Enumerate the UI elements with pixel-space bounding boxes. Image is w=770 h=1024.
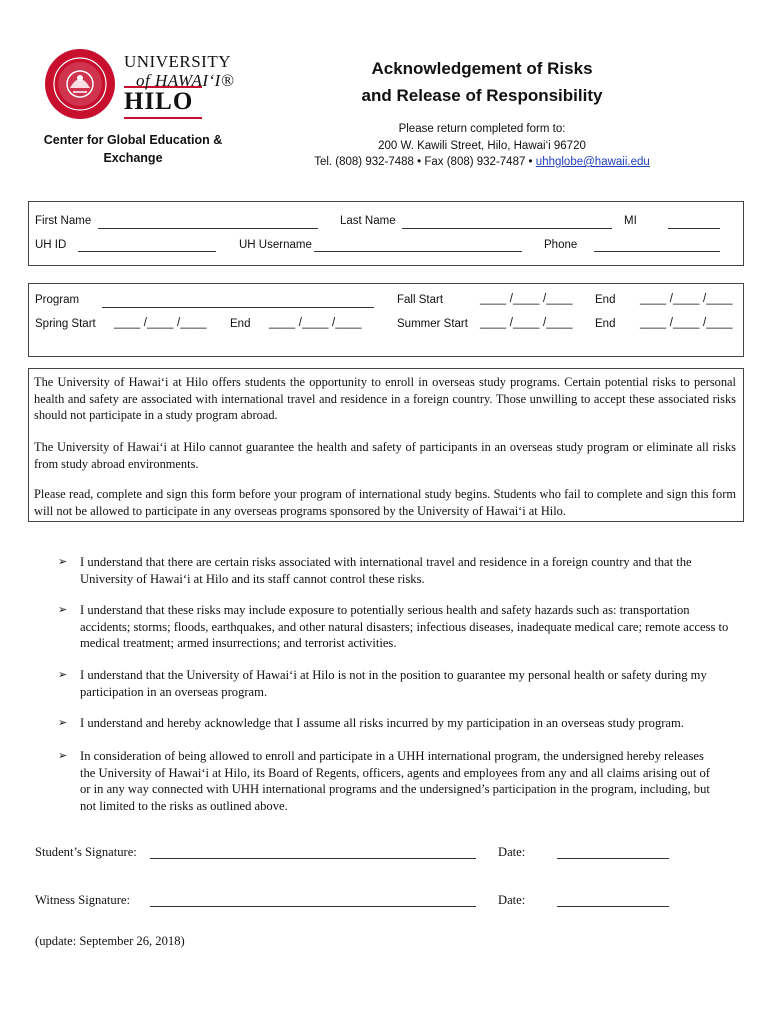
- logo-rule-bottom: [124, 117, 202, 119]
- fall-start-field[interactable]: ____ /____ /____: [480, 293, 573, 305]
- fall-end-field[interactable]: ____ /____ /____: [640, 293, 733, 305]
- witness-signature-label: Witness Signature:: [35, 893, 130, 907]
- statement-1: I understand that there are certain risks associated with international travel and residence in a foreign country and that the University of Hawai‘i at Hilo and its staff cannot control these risks.: [80, 555, 692, 586]
- summer-start-field[interactable]: ____ /____ /____: [480, 317, 573, 329]
- uh-username-label: UH Username: [239, 239, 312, 251]
- last-name-label: Last Name: [340, 215, 396, 227]
- student-signature-field[interactable]: [150, 858, 476, 859]
- student-signature-label: Student’s Signature:: [35, 845, 137, 859]
- program-field[interactable]: [102, 307, 374, 308]
- form-title-line2: and Release of Responsibility: [361, 86, 603, 105]
- student-date-field[interactable]: [557, 858, 669, 859]
- spring-end-field[interactable]: ____ /____ /____: [269, 317, 362, 329]
- program-label: Program: [35, 294, 80, 306]
- update-note: (update: September 26, 2018): [35, 934, 185, 948]
- summer-start-label: Summer Start: [397, 318, 468, 330]
- first-name-field[interactable]: [98, 228, 318, 229]
- uh-id-label: UH ID: [35, 239, 67, 251]
- intro-paragraph-1: The University of Hawai‘i at Hilo offers students the opportunity to enroll in overseas study programs. Certain potential risks to personal health and safety are associated with international travel and residence in a foreign country. Those unwilling to accept these associated risks should not participate in a study program abroad.: [34, 375, 736, 422]
- fall-start-label: Fall Start: [397, 294, 444, 306]
- uh-id-field[interactable]: [78, 251, 216, 252]
- witness-signature-field[interactable]: [150, 906, 476, 907]
- summer-end-field[interactable]: ____ /____ /____: [640, 317, 733, 329]
- witness-date-label: Date:: [498, 893, 526, 907]
- phone-field[interactable]: [594, 251, 720, 252]
- email-link[interactable]: uhhglobe@hawaii.edu: [535, 156, 650, 168]
- form-title-line1: Acknowledgement of Risks: [371, 59, 593, 78]
- arrow-bullet-icon: ➢: [58, 669, 68, 681]
- address: 200 W. Kawili Street, Hilo, Hawai‘i 96720: [378, 139, 586, 152]
- personal-info-box: [28, 201, 744, 266]
- center-name: Center for Global Education & Exchange: [43, 133, 223, 165]
- phone-fax-text: Tel. (808) 932-7488 • Fax (808) 932-7487 •: [314, 156, 533, 168]
- phone-fax: [300, 154, 664, 171]
- witness-date-field[interactable]: [557, 906, 669, 907]
- summer-end-label: End: [595, 318, 616, 330]
- mi-label: MI: [624, 215, 637, 227]
- return-text: Please return completed form to:: [398, 123, 566, 135]
- student-date-label: Date:: [498, 845, 526, 859]
- mi-field[interactable]: [668, 228, 720, 229]
- spring-start-field[interactable]: ____ /____ /____: [114, 317, 207, 329]
- statement-2: I understand that these risks may include exposure to potentially serious health and safety hazards such as: transportation accidents; storms; floods, earthquakes, and other natural disasters; infectious diseases, inadequate medical care; remote access to medical treatment; armed insurrections; and terrorist activities.: [80, 603, 729, 650]
- form-title: [312, 55, 652, 109]
- university-name-line3: HILO: [124, 88, 194, 115]
- intro-paragraph-3: Please read, complete and sign this form before your program of international study begins. Students who fail to complete and sign this form will not be allowed to participate in any overseas programs sponsored by the University of Hawai‘i at Hilo.: [34, 487, 736, 518]
- contact-info: [300, 121, 664, 171]
- statement-4: I understand and hereby acknowledge that I assume all risks incurred by my participation in an overseas study program.: [80, 716, 684, 730]
- arrow-bullet-icon: ➢: [58, 556, 68, 568]
- university-name-line2: of HAWAI‘I®: [136, 71, 235, 90]
- spring-end-label: End: [230, 318, 251, 330]
- uh-username-field[interactable]: [314, 251, 522, 252]
- intro-paragraph-2: The University of Hawai‘i at Hilo cannot guarantee the health and safety of participants in an overseas study program or eliminate all risks from study abroad environments.: [34, 440, 736, 471]
- first-name-label: First Name: [35, 215, 92, 227]
- university-name-line1: UNIVERSITY: [124, 52, 231, 71]
- spring-start-label: Spring Start: [35, 318, 96, 330]
- last-name-field[interactable]: [402, 228, 612, 229]
- arrow-bullet-icon: ➢: [58, 604, 68, 616]
- arrow-bullet-icon: ➢: [58, 717, 68, 729]
- arrow-bullet-icon: ➢: [58, 750, 68, 762]
- statement-3: I understand that the University of Hawai‘i at Hilo is not in the position to guarantee my personal health or safety during my participation in an overseas program.: [80, 668, 707, 699]
- statement-5: In consideration of being allowed to enroll and participate in a UHH international program, the undersigned hereby releases the University of Hawai‘i at Hilo, its Board of Regents, officers, agents and employees from any and all claims arising out of or in any way connected with UHH international programs and the undersigned’s participation in the program, including, but not limited to the risks as outlined above.: [80, 749, 710, 813]
- phone-label: Phone: [544, 239, 578, 251]
- fall-end-label: End: [595, 294, 616, 306]
- university-seal-icon: [44, 48, 116, 120]
